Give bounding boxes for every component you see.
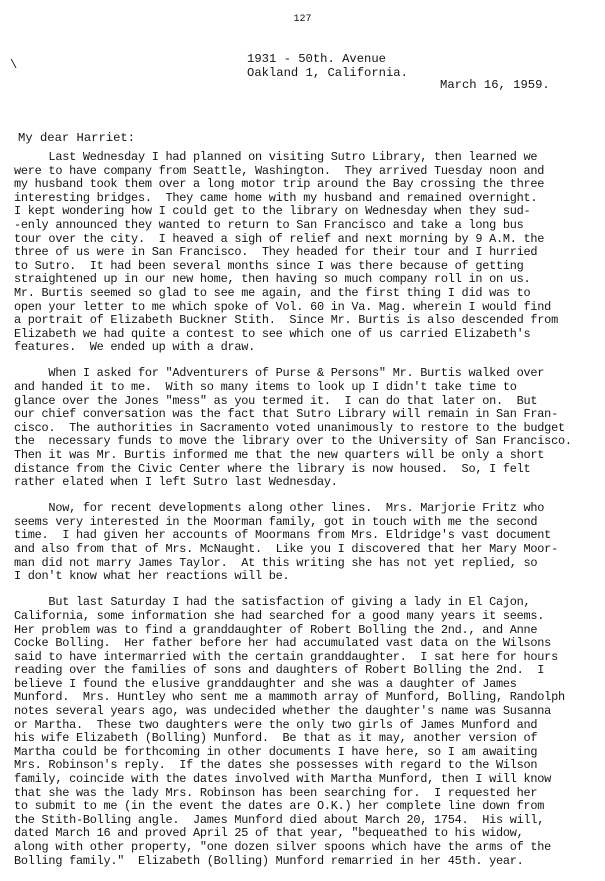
text-line: along with other property, "one dozen silver spoons which have the arms of the: [14, 841, 552, 854]
text-line: I don't know what her reactions will be.: [14, 570, 290, 584]
text-line: I kept wondering how I could get to the library on Wednesday when they sud-: [14, 205, 531, 219]
text-line: features. We ended up with a draw.: [14, 341, 255, 355]
text-line: time. I had given her accounts of Moormans from Mrs. Eldridge's vast document: [14, 529, 552, 543]
text-line: and handed it to me. With so many items to look up I didn't take time to: [14, 381, 517, 394]
text-line: the necessary funds to move the library over to the University of San Francisco.: [14, 435, 572, 449]
text-line: Last Wednesday I had planned on visiting Sutro Library, then learned we: [14, 151, 538, 164]
text-line: my husband took them over a long motor trip around the Bay crossing the three: [14, 178, 545, 192]
text-line: believe I found the elusive granddaughter and she was a daughter of James: [14, 677, 517, 691]
text-line: notes several years ago, was undecided whether the daughter's name was Susanna: [14, 705, 552, 719]
text-line: dated March 16 and proved April 25 of that year, "bequeathed to his widow,: [14, 827, 524, 841]
text-line: When I asked for "Adventurers of Purse & Persons" Mr. Burtis walked over: [14, 367, 545, 381]
text-line: man did not marry James Taylor. At this writing she has not yet replied, so: [14, 556, 538, 570]
letter-date: March 16, 1959.: [440, 78, 550, 92]
text-line: Martha could be forthcoming in other documents I have here, so I am awaiting: [14, 745, 538, 759]
text-line: or Martha. These two daughters were the only two girls of James Munford and: [14, 718, 538, 732]
text-line: our chief conversation was the fact that Sutro Library will remain in San Fran-: [14, 408, 558, 422]
text-line: family, coincide with the dates involved with Martha Munford, then I will know: [14, 773, 552, 787]
text-line: his wife Elizabeth (Bolling) Munford. Be that as it may, another version of: [14, 732, 538, 746]
address-line-2: Oakland 1, California.: [247, 66, 408, 80]
text-line: the Stith-Bolling angle. James Munford died about March 20, 1754. His will,: [14, 813, 545, 827]
text-line: Mr. Burtis seemed so glad to see me again, and the first thing I did was to: [14, 286, 531, 300]
salutation: My dear Harriet:: [18, 131, 136, 145]
text-line: said to have intermarried with the certain granddaughter. I sat here for hours: [14, 650, 558, 664]
text-line: But last Saturday I had the satisfaction of giving a lady in El Cajon,: [14, 596, 531, 610]
page-number: 127: [293, 14, 312, 25]
text-line: -enly announced they wanted to return to San Francisco and take a long bus: [14, 218, 524, 232]
text-line: tour over the city. I heaved a sigh of relief and next morning by 9 A.M. the: [14, 232, 545, 246]
text-line: interesting bridges. They came home with my husband and remained overnight.: [14, 191, 538, 205]
text-line: straightened up in our new home, then having so much company roll in on us.: [14, 273, 531, 287]
text-line: a portrait of Elizabeth Buckner Stith. Since Mr. Burtis is also descended from: [14, 314, 558, 328]
text-line: were to have company from Seattle, Washington. They arrived Tuesday noon and: [14, 164, 545, 178]
paragraph: [14, 367, 604, 489]
address-line-1: 1931 - 50th. Avenue: [247, 52, 386, 66]
text-line: and also from that of Mrs. McNaught. Like you I discovered that her Mary Moor-: [14, 543, 558, 557]
margin-mark: \: [10, 58, 18, 72]
text-line: Cocke Bolling. Her father before her had accumulated vast data on the Wilsons: [14, 637, 552, 651]
text-line: open your letter to me which spoke of Vol. 60 in Va. Mag. wherein I would find: [14, 300, 552, 314]
text-line: Elizabeth we had quite a contest to see which one of us carried Elizabeth's: [14, 327, 531, 341]
text-line: distance from the Civic Center where the library is now housed. So, I felt: [14, 462, 531, 476]
text-line: California, some information she had searched for a good many years it seems.: [14, 609, 545, 623]
text-line: reading over the families of sons and daughters of Robert Bolling the 2nd. I: [14, 664, 545, 678]
text-line: that she was the lady Mrs. Robinson has been searching for. I requested her: [14, 786, 538, 800]
text-line: Then it was Mr. Burtis informed me that the new quarters will be only a short: [14, 448, 545, 462]
paragraph: [14, 151, 604, 355]
text-line: seems very interested in the Moorman family, got in touch with me the second: [14, 515, 538, 529]
text-line: to Sutro. It had been several months since I was there because of getting: [14, 259, 524, 273]
paragraph: [14, 502, 604, 584]
text-line: glance over the Jones "mess" as you termed it. I can do that later on. But: [14, 394, 538, 408]
text-line: Mrs. Robinson's reply. If the dates she possesses with regard to the Wilson: [14, 759, 538, 773]
letter-body: [14, 151, 604, 881]
sender-address: [247, 52, 408, 80]
paragraph: [14, 596, 604, 868]
text-line: Her problem was to find a granddaughter of Robert Bolling the 2nd., and Anne: [14, 623, 538, 637]
text-line: three of us were in San Francisco. They headed for their tour and I hurried: [14, 246, 538, 260]
text-line: rather elated when I left Sutro last Wednesday.: [14, 476, 338, 490]
text-line: Now, for recent developments along other lines. Mrs. Marjorie Fritz who: [14, 502, 545, 516]
text-line: Bolling family." Elizabeth (Bolling) Munford remarried in her 45th. year.: [14, 854, 524, 868]
text-line: to submit to me (in the event the dates are O.K.) her complete line down from: [14, 800, 545, 814]
text-line: Munford. Mrs. Huntley who sent me a mammoth array of Munford, Bolling, Randolph: [14, 691, 565, 705]
text-line: cisco. The authorities in Sacramento voted unanimously to restore to the budget: [14, 421, 565, 435]
